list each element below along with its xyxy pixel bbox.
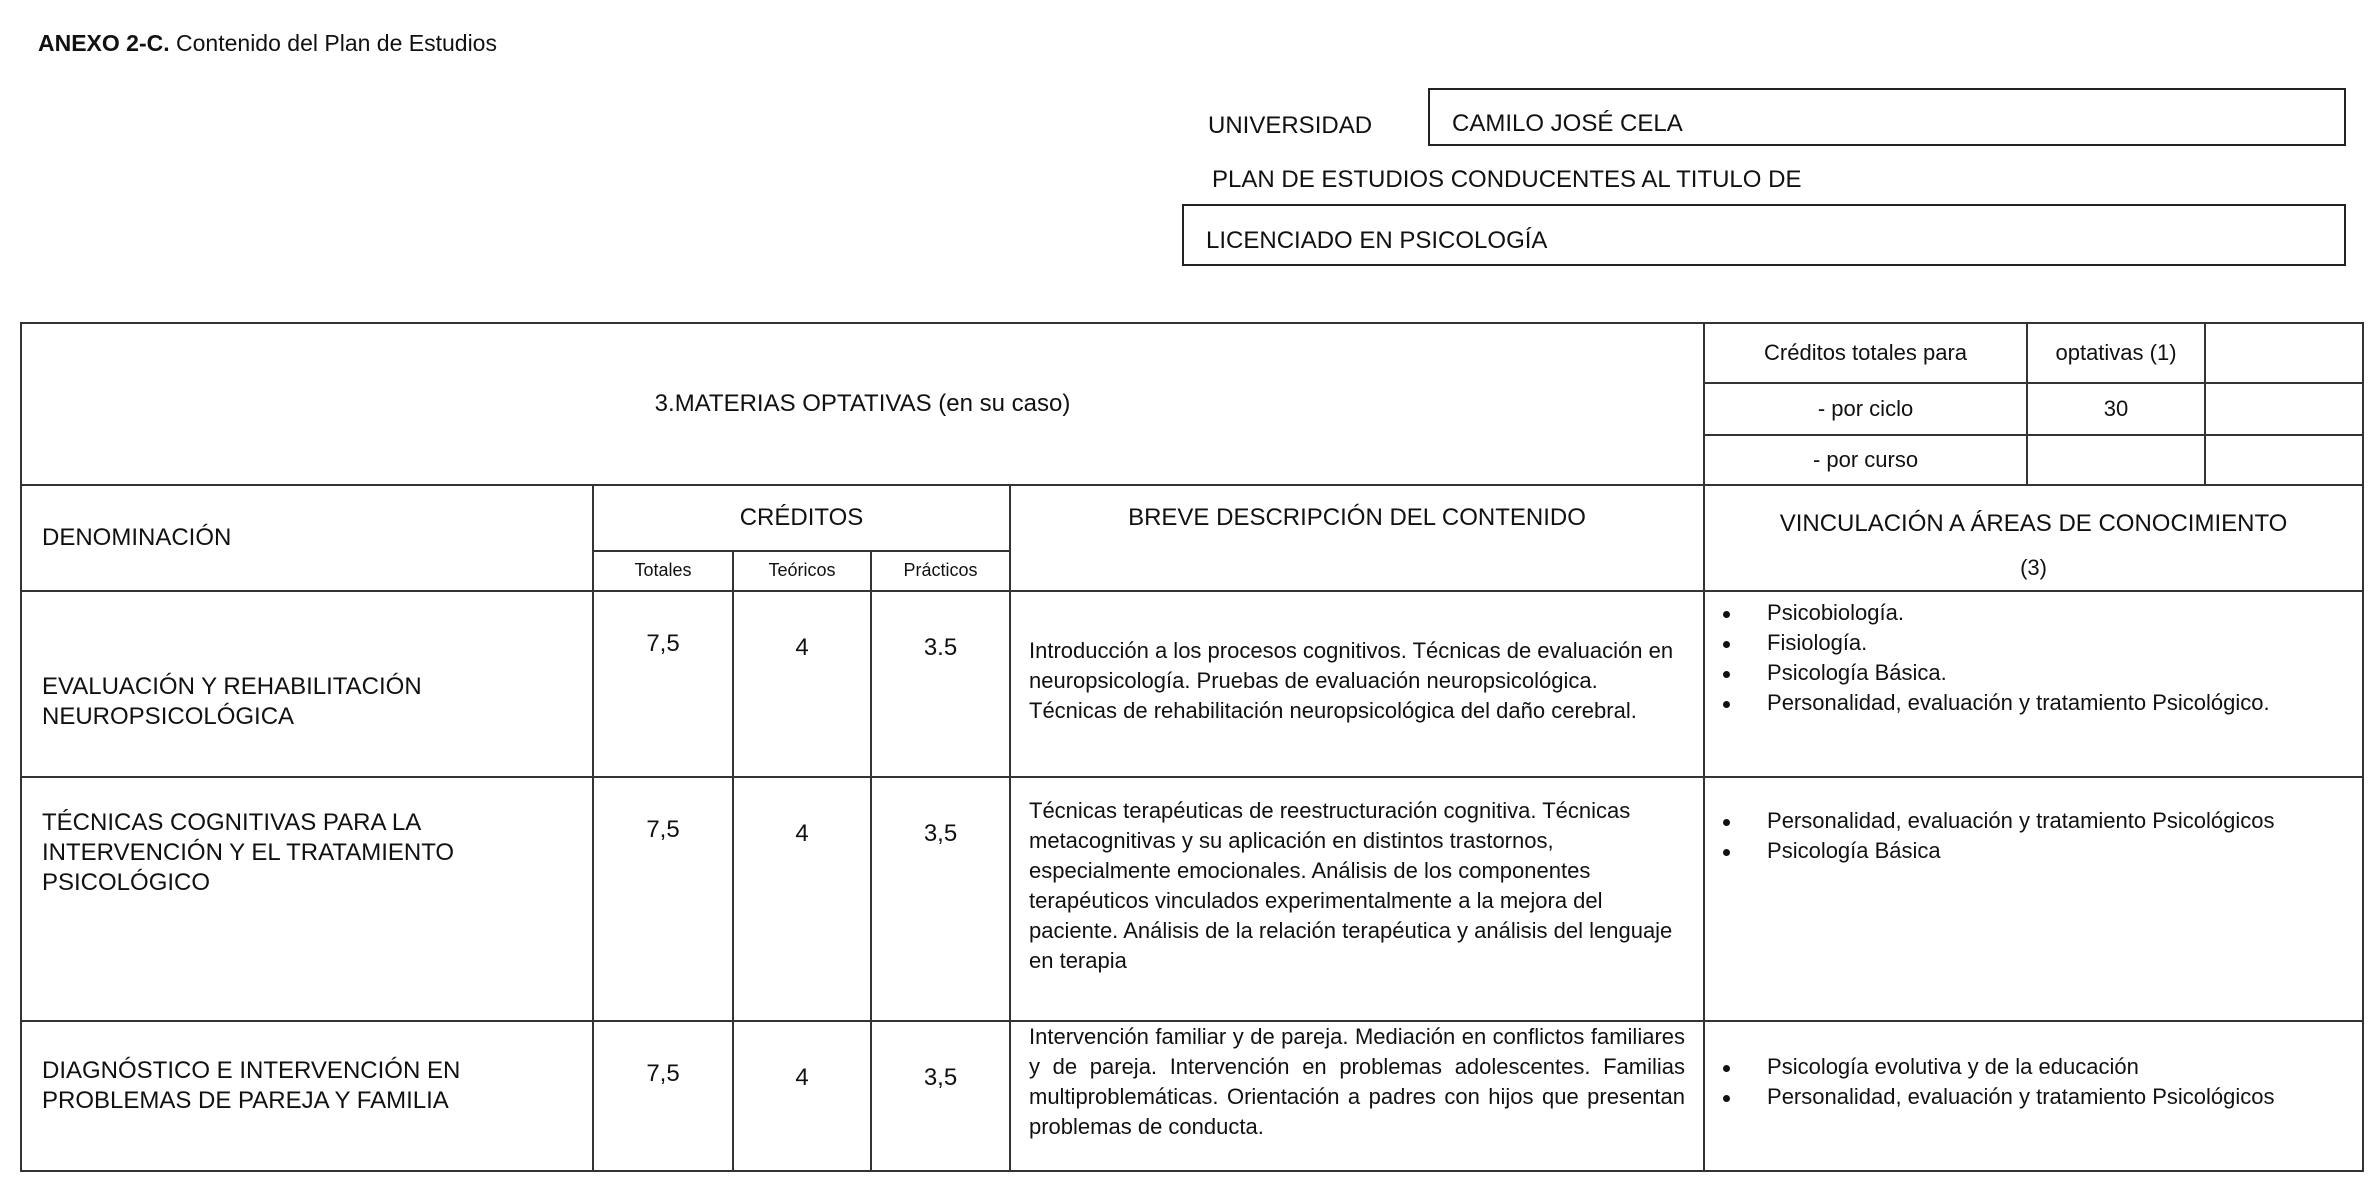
- annex-title: Contenido del Plan de Estudios: [176, 30, 497, 56]
- knowledge-areas: [1704, 777, 2363, 1021]
- subject-description: [1010, 591, 1704, 777]
- credits-totales: 7,5: [593, 777, 733, 1021]
- credits-practicos: 3,5: [871, 777, 1010, 1021]
- col-totales: Totales: [593, 551, 733, 591]
- subject-name: TÉCNICAS COGNITIVAS PARA LA INTERVENCIÓN Y EL TRATAMIENTO PSICOLÓGICO: [21, 777, 593, 1021]
- col-vinculacion-note: (3): [2020, 555, 2047, 580]
- list-item: Psicología evolutiva y de la educación: [1767, 1052, 2362, 1082]
- por-curso-label: - por curso: [1704, 435, 2027, 485]
- plan-label: PLAN DE ESTUDIOS CONDUCENTES AL TITULO DE: [1212, 166, 1802, 193]
- university-value: CAMILO JOSÉ CELA: [1452, 110, 1683, 137]
- description-text: Introducción a los procesos cognitivos. Técnicas de evaluación en neuropsicología. Pruebas de evaluación neuropsicológica. Técnicas de rehabilitación neuropsicológica del daño cerebral.: [1029, 638, 1674, 723]
- credits-total-label: Créditos totales para: [1704, 323, 2027, 383]
- credits-teoricos: 4: [733, 591, 871, 777]
- credits-totales: 7,5: [593, 591, 733, 777]
- list-item: Personalidad, evaluación y tratamiento Psicológicos: [1767, 806, 2362, 836]
- list-item: Psicología Básica: [1767, 836, 2362, 866]
- subject-name: DIAGNÓSTICO E INTERVENCIÓN EN PROBLEMAS DE PAREJA Y FAMILIA: [21, 1021, 593, 1171]
- annex-heading: [38, 30, 497, 57]
- description-text: Técnicas terapéuticas de reestructuración cognitiva. Técnicas metacognitivas y su aplicación en distintos trastornos, especialmente emocionales. Análisis de los componentes terapéuticos vinculados experimentalmente a la mejora del paciente. Análisis de la relación terapéutica y análisis del lenguaje en terapia: [1029, 798, 1673, 973]
- section-title: 3.MATERIAS OPTATIVAS (en su caso): [21, 323, 1704, 485]
- credits-totales: 7,5: [593, 1021, 733, 1171]
- col-teoricos: Teóricos: [733, 551, 871, 591]
- description-text: Intervención familiar y de pareja. Mediación en conflictos familiares y de pareja. Intervención en problemas adolescentes. Familias multiproblemáticas. Orientación a padres con hijos que presentan problemas de conducta.: [1029, 1024, 1686, 1139]
- col-vinculacion-label: VINCULACIÓN A ÁREAS DE CONOCIMIENTO: [1779, 510, 2288, 537]
- col-creditos: CRÉDITOS: [593, 485, 1010, 551]
- credits-teoricos: 4: [733, 777, 871, 1021]
- list-item: Personalidad, evaluación y tratamiento Psicológicos: [1767, 1082, 2362, 1112]
- col-descripcion: BREVE DESCRIPCIÓN DEL CONTENIDO: [1010, 485, 1704, 591]
- university-value-box: [1428, 88, 2346, 146]
- optional-subjects-table: [20, 322, 2364, 1172]
- optativas-label: optativas (1): [2027, 323, 2205, 383]
- empty-cell: [2205, 383, 2363, 435]
- empty-cell: [2205, 323, 2363, 383]
- list-item: Personalidad, evaluación y tratamiento Psicológico.: [1767, 688, 2362, 718]
- col-vinculacion: [1704, 485, 2363, 591]
- table-row: [21, 777, 2363, 1021]
- col-practicos: Prácticos: [871, 551, 1010, 591]
- subject-description: [1010, 1021, 1704, 1171]
- university-label: UNIVERSIDAD: [1208, 112, 1373, 139]
- list-item: Psicobiología.: [1767, 598, 2362, 628]
- table-row: [21, 1021, 2363, 1171]
- subject-name: EVALUACIÓN Y REHABILITACIÓN NEUROPSICOLÓGICA: [21, 591, 593, 777]
- empty-cell: [2205, 435, 2363, 485]
- degree-value: LICENCIADO EN PSICOLOGÍA: [1206, 227, 1548, 254]
- por-ciclo-label: - por ciclo: [1704, 383, 2027, 435]
- list-item: Fisiología.: [1767, 628, 2362, 658]
- annex-label: ANEXO 2-C.: [38, 30, 170, 56]
- por-ciclo-value: 30: [2027, 383, 2205, 435]
- list-item: Psicología Básica.: [1767, 658, 2362, 688]
- credits-practicos: 3.5: [871, 591, 1010, 777]
- knowledge-areas: [1704, 591, 2363, 777]
- credits-practicos: 3,5: [871, 1021, 1010, 1171]
- table-row: [21, 591, 2363, 777]
- empty-cell: [2027, 435, 2205, 485]
- credits-teoricos: 4: [733, 1021, 871, 1171]
- subject-description: [1010, 777, 1704, 1021]
- degree-value-box: [1182, 204, 2346, 266]
- knowledge-areas: [1704, 1021, 2363, 1171]
- col-denominacion: DENOMINACIÓN: [21, 485, 593, 591]
